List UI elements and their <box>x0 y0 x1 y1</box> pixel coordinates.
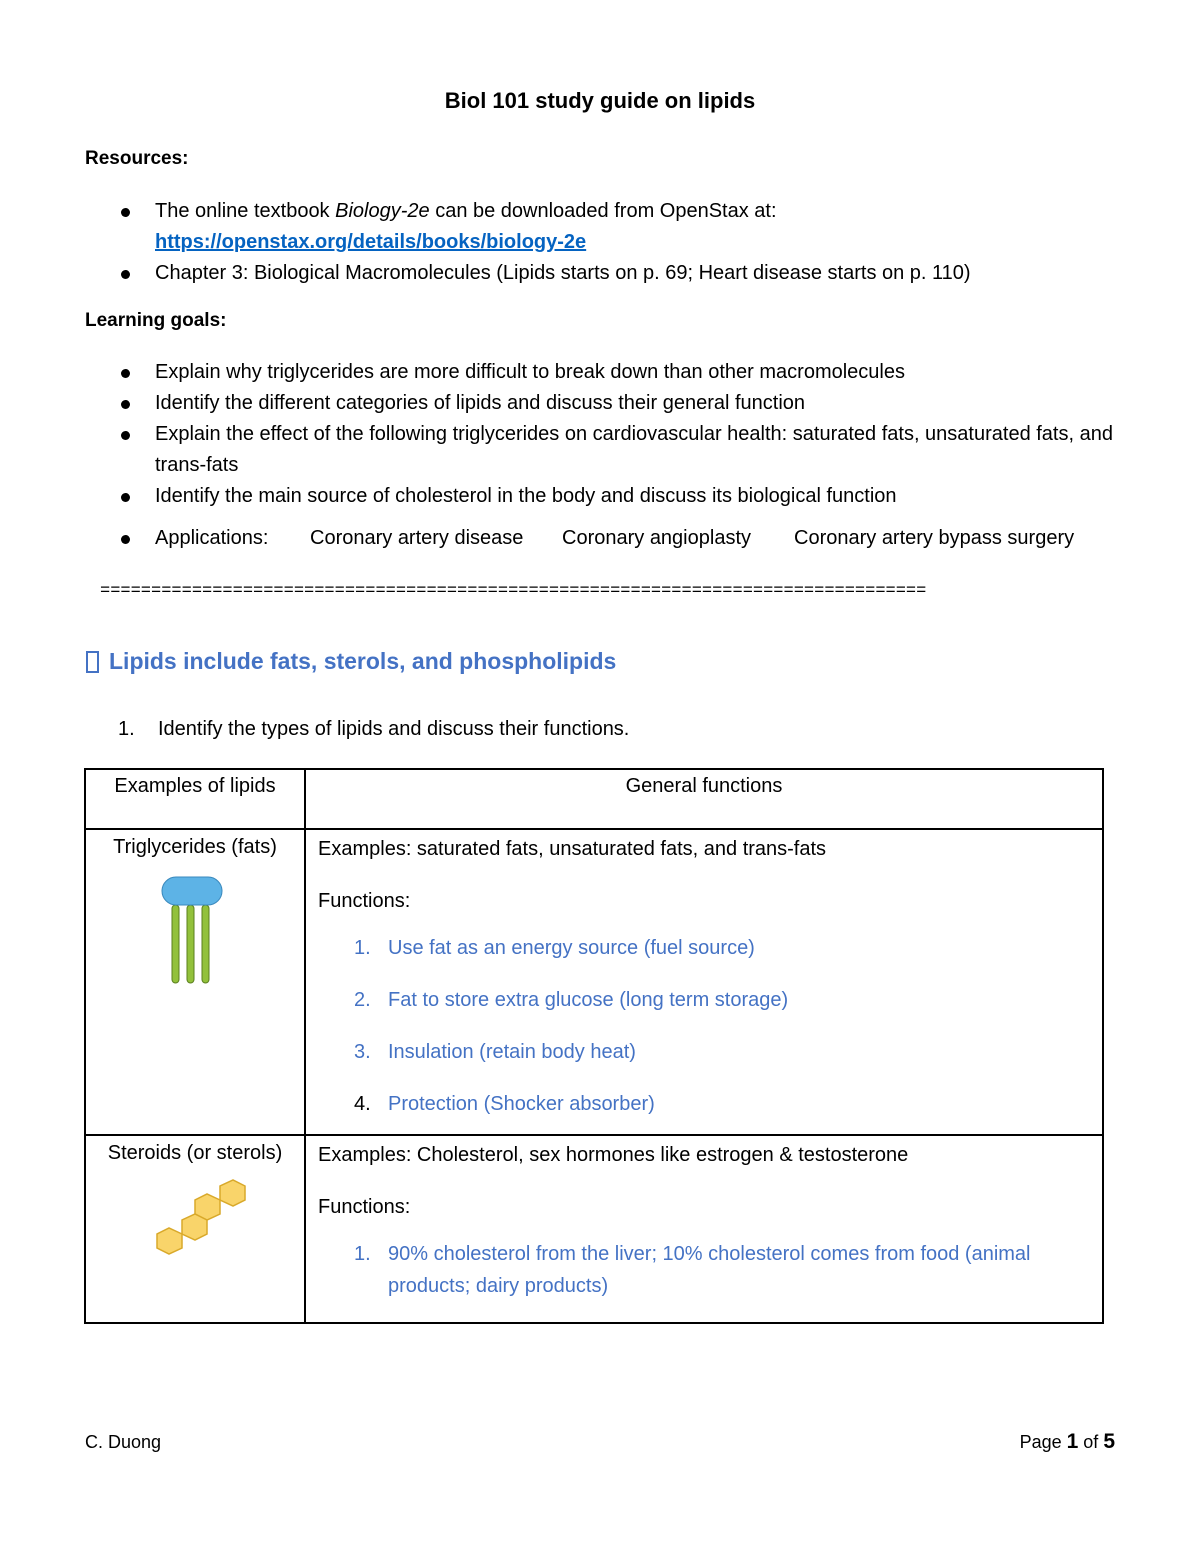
examples-text: Examples: Cholesterol, sex hormones like estrogen & testosterone <box>318 1144 909 1166</box>
applications-item <box>85 523 1115 554</box>
footer-author: C. Duong <box>85 1432 162 1452</box>
bullet-icon <box>121 535 130 544</box>
bullet-icon <box>121 431 130 440</box>
lipids-table <box>84 768 1104 1324</box>
goal-item <box>85 357 1115 388</box>
goal-text: Explain the effect of the following triglycerides on cardiovascular health: saturated fats, unsaturated fats, and trans-fats <box>155 423 1113 476</box>
function-item: 3. Insulation (retain body heat) <box>354 1041 636 1063</box>
resource-text: The online textbook <box>155 200 336 222</box>
resource-text: can be downloaded from OpenStax at: <box>429 200 777 222</box>
learning-goals-list <box>85 357 1115 554</box>
bullet-icon <box>121 270 130 279</box>
examples-text: Examples: saturated fats, unsaturated fats, and trans-fats <box>318 838 827 860</box>
bullet-icon <box>121 493 130 502</box>
resources-list <box>85 196 1115 289</box>
application-item: Coronary artery bypass surgery <box>794 527 1075 549</box>
goal-text: Explain why triglycerides are more difficult to break down than other macromolecules <box>155 361 905 383</box>
lipid-name: Steroids (or sterols) <box>107 1142 283 1164</box>
footer-page-number: Page 1 of 5 <box>1019 1430 1115 1453</box>
goal-text: Identify the different categories of lipids and discuss their general function <box>155 392 806 414</box>
functions-label: Functions: <box>318 1196 411 1218</box>
section-divider: ================================================================================= <box>100 582 927 601</box>
lipid-name-cell <box>85 829 305 1135</box>
table-row <box>85 829 1103 1135</box>
resource-text: Chapter 3: Biological Macromolecules (Lipids starts on p. 69; Heart disease starts on p. 110) <box>155 262 971 284</box>
functions-list <box>318 1238 1090 1302</box>
openstax-link[interactable]: https://openstax.org/details/books/biology-2e <box>155 231 587 253</box>
resources-heading: Resources: <box>85 148 189 169</box>
goal-item <box>85 419 1115 481</box>
lipid-name-cell <box>85 1135 305 1323</box>
document-title: Biol 101 study guide on lipids <box>444 88 756 113</box>
function-item: 1. 90% cholesterol from the liver; 10% cholesterol comes from food (animal products; dairy products) <box>354 1243 1031 1297</box>
function-item: 2. Fat to store extra glucose (long term storage) <box>354 989 789 1011</box>
goal-text: Identify the main source of cholesterol in the body and discuss its biological function <box>155 485 897 507</box>
function-item: 4. Protection (Shocker absorber) <box>354 1093 655 1115</box>
learning-goals-heading: Learning goals: <box>85 310 227 331</box>
textbook-title: Biology-2e <box>335 200 430 222</box>
lipid-function-cell <box>305 1135 1103 1323</box>
function-item: 1. Use fat as an energy source (fuel source) <box>354 937 755 959</box>
question <box>118 718 629 741</box>
triglyceride-icon <box>160 875 230 990</box>
application-item: Coronary angioplasty <box>562 527 751 549</box>
applications-label: Applications: <box>155 527 269 549</box>
table-header-row <box>85 769 1103 829</box>
question-number: 1. <box>118 718 135 740</box>
application-item: Coronary artery disease <box>310 527 524 549</box>
section-heading <box>86 648 616 675</box>
lipid-function-cell <box>305 829 1103 1135</box>
resource-item-textbook <box>85 196 1115 258</box>
bullet-icon <box>121 208 130 217</box>
header-examples: Examples of lipids <box>85 769 305 829</box>
header-functions: General functions <box>305 769 1103 829</box>
goal-item <box>85 388 1115 419</box>
functions-label: Functions: <box>318 890 411 912</box>
box-icon <box>86 651 99 673</box>
steroid-icon <box>125 1171 265 1271</box>
lipid-name: Triglycerides (fats) <box>113 836 277 858</box>
section-title: Lipids include fats, sterols, and phospholipids <box>109 648 617 674</box>
bullet-icon <box>121 400 130 409</box>
bullet-icon <box>121 369 130 378</box>
goal-item <box>85 481 1115 512</box>
question-text: Identify the types of lipids and discuss their functions. <box>158 718 630 740</box>
table-row <box>85 1135 1103 1323</box>
resource-item-chapter <box>85 258 1115 289</box>
functions-list <box>318 932 1090 1120</box>
